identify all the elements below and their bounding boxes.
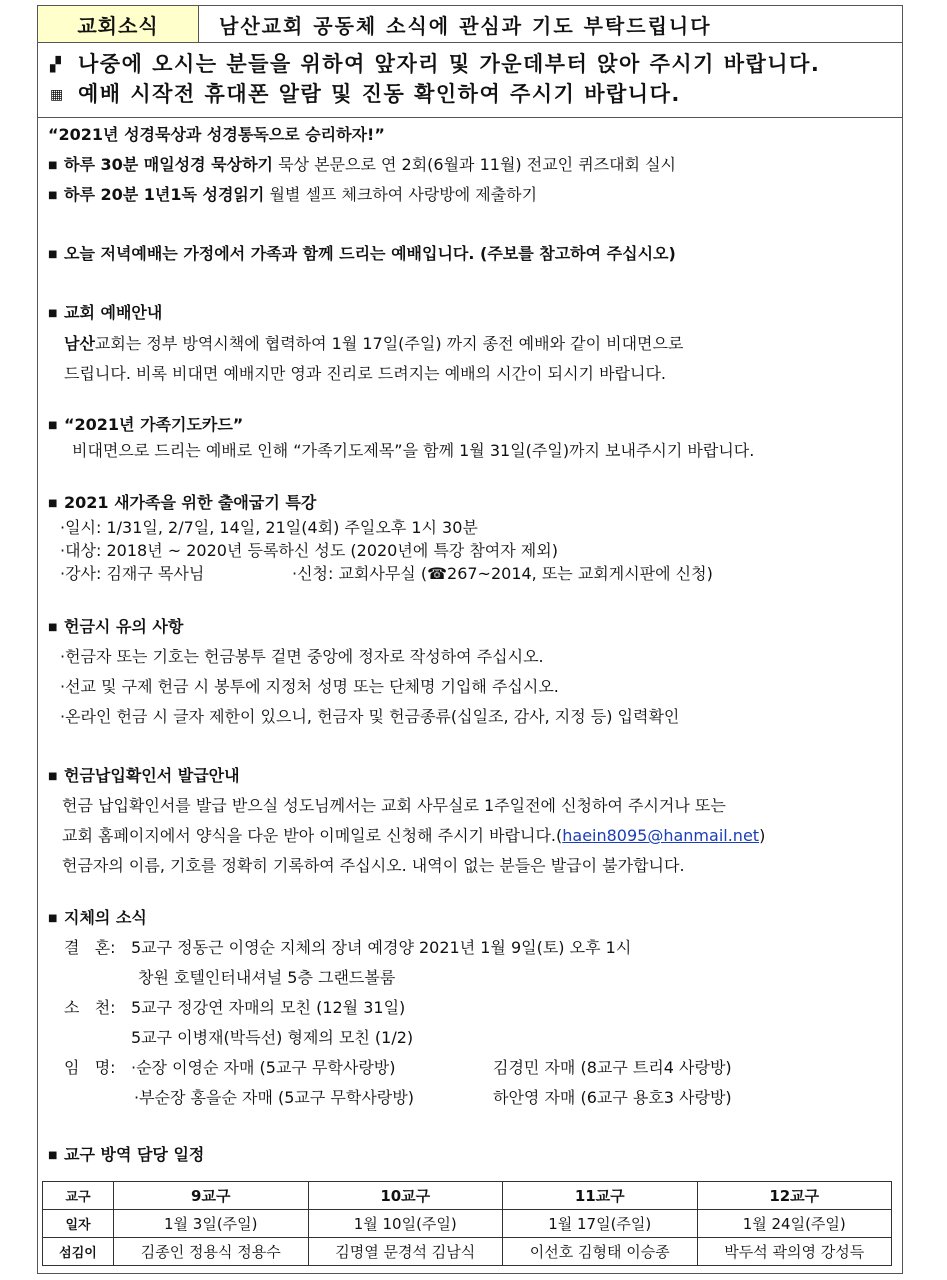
receipt-text-end: ) [759,826,766,845]
section-title: 지체의 소식 [64,908,147,927]
grid-square-icon: ▦ [50,87,65,103]
notice-phone [38,79,902,109]
worship-guide-line-1 [64,333,683,355]
appoint-label: 임 명: [64,1058,116,1077]
appoint-line-2b: 하안영 자매 (6교구 용호3 사랑방) [493,1088,732,1107]
section-title: 교회 예배안내 [64,303,163,322]
date-cell: 1월 17일(주일) [503,1210,698,1238]
bible-item-text: 묵상 본문으로 연 2회(6월과 11월) 전교인 퀴즈대회 실시 [273,155,677,174]
death-line-2: 5교구 이병재(박득선) 형제의 모친 (1/2) [131,1028,414,1047]
notice-text: 예배 시작전 휴대폰 알람 및 진동 확인하여 주시기 바랍니다. [78,82,681,106]
servers-cell: 김명열 문경석 김남식 [308,1238,503,1266]
date-cell: 1월 3일(주일) [114,1210,309,1238]
lecture-title [48,492,316,515]
wedding-line-1: 5교구 정동근 이영순 지체의 장녀 예경양 2021년 1월 9일(토) 오후 1시 [131,938,632,957]
death-label: 소 천: [64,998,116,1017]
receipt-text: 교회 홈페이지에서 양식을 다운 받아 이메일로 신청해 주시기 바랍니다.( [62,826,563,845]
row-header: 교구 [43,1182,114,1210]
receipt-line-3: 헌금자의 이름, 기호를 정확히 기록하여 주십시오. 내역이 없는 분들은 발급이 불가합니다. [62,856,685,875]
square-bullet-icon: ■ [48,498,58,509]
servers-cell: 박두석 곽의영 강성득 [697,1238,892,1266]
square-bullet-icon: ■ [48,308,58,319]
row-header: 섬김이 [43,1238,114,1266]
square-bullet-icon: ■ [48,913,58,924]
square-bullet-icon: ■ [48,190,58,201]
evening-worship-notice [48,243,676,266]
wedding-label: 결 혼: [64,938,116,957]
death-line-1: 5교구 정강연 자매의 모친 (12월 31일) [131,998,406,1017]
offering-note-2: ·선교 및 구제 헌금 시 봉투에 지정처 성명 또는 단체명 기입해 주십시오. [60,677,559,696]
servers-cell: 이선호 김형태 이승종 [503,1238,698,1266]
offering-note-3: ·온라인 헌금 시 글자 제한이 있으니, 헌금자 및 헌금종류(십일조, 감사, 지정 등) 입력확인 [60,707,680,726]
receipt-title [48,765,240,788]
table-row [43,1238,892,1266]
church-name: 남산 [64,334,95,353]
schedule-title [48,1144,204,1167]
email-link[interactable]: haein8095@hanmail.net [562,826,760,845]
bible-slogan: “2021년 성경묵상과 성경통독으로 승리하자!” [48,125,385,144]
news-header [37,5,903,43]
bible-item-bold: 하루 30분 매일성경 묵상하기 [64,155,273,174]
table-row [43,1210,892,1238]
table-row [43,1182,892,1210]
appoint-line-1b: 김경민 자매 (8교구 트리4 사랑방) [493,1058,732,1077]
offering-title [48,616,183,639]
square-bullet-icon: ■ [48,622,58,633]
notice-seating [38,49,902,79]
appoint-line-2a: ·부순장 홍을순 자매 (5교구 무학사랑방) [134,1088,414,1107]
bible-item-reading [48,184,537,207]
lecture-when: ·일시: 1/31일, 2/7일, 14일, 21일(4회) 주일오후 1시 30분 [60,518,478,537]
date-cell: 1월 10일(주일) [308,1210,503,1238]
prayer-card-title [48,414,243,437]
section-title: 헌금시 유의 사항 [64,617,184,636]
district-cell: 11교구 [503,1182,698,1210]
worship-guide-title [48,302,162,325]
worship-guide-line-2: 드립니다. 비록 비대면 예배지만 영과 진리로 드려지는 예배의 시간이 되시기 바랍니다. [64,364,666,383]
section-title: 2021 새가족을 위한 출애굽기 특강 [64,493,317,512]
square-bullet-icon: ■ [48,771,58,782]
bible-item-text: 월별 셀프 체크하여 사랑방에 제출하기 [264,185,538,204]
receipt-line-2 [62,825,765,847]
receipt-line-1: 헌금 납입확인서를 발급 받으실 성도님께서는 교회 사무실로 1주일전에 신청하여 주시거나 또는 [62,796,726,815]
section-title: 헌금납입확인서 발급안내 [64,766,240,785]
section-tag: 교회소식 [38,6,199,42]
checker-icon: ▞ [50,57,63,73]
evening-text: 오늘 저녁예배는 가정에서 가족과 함께 드리는 예배입니다. (주보를 참고하여 주십시오) [64,244,676,263]
district-cell: 9교구 [114,1182,309,1210]
worship-text: 교회는 정부 방역시책에 협력하여 1월 17일(주일) 까지 종전 예배와 같이 비대면으로 [94,334,684,353]
lecture-who: ·대상: 2018년 ~ 2020년 등록하신 성도 (2020년에 특강 참여자 제외) [60,541,558,560]
bible-item-bold: 하루 20분 1년1독 성경읽기 [64,185,265,204]
schedule-table [42,1181,892,1266]
page-title: 남산교회 공동체 소식에 관심과 기도 부탁드립니다 [219,13,712,38]
appoint-line-1a: ·순장 이영순 자매 (5교구 무학사랑방) [131,1058,396,1077]
notice-box [37,43,903,118]
section-title: 교구 방역 담당 일정 [64,1145,205,1164]
date-cell: 1월 24일(주일) [697,1210,892,1238]
offering-note-1: ·헌금자 또는 기호는 헌금봉투 겉면 중앙에 정자로 작성하여 주십시오. [60,647,544,666]
notice-text: 나중에 오시는 분들을 위하여 앞자리 및 가운데부터 앉아 주시기 바랍니다. [78,52,821,76]
servers-cell: 김종인 정용식 정용수 [114,1238,309,1266]
square-bullet-icon: ■ [48,1150,58,1161]
wedding-line-2: 창원 호텔인터내셔널 5층 그랜드볼룸 [138,968,396,987]
section-title: “2021년 가족기도카드” [64,415,244,434]
bible-item-meditation [48,154,676,177]
square-bullet-icon: ■ [48,420,58,431]
district-cell: 10교구 [308,1182,503,1210]
lecture-speaker: ·강사: 김재구 목사님 [60,564,205,583]
district-cell: 12교구 [697,1182,892,1210]
members-title [48,907,147,930]
lecture-signup: ·신청: 교회사무실 (☎267~2014, 또는 교회게시판에 신청) [292,564,713,583]
square-bullet-icon: ■ [48,160,58,171]
prayer-card-line: 비대면으로 드리는 예배로 인해 “가족기도제목”을 함께 1월 31일(주일)까지 보내주시기 바랍니다. [72,441,755,460]
row-header: 일자 [43,1210,114,1238]
square-bullet-icon: ■ [48,249,58,260]
